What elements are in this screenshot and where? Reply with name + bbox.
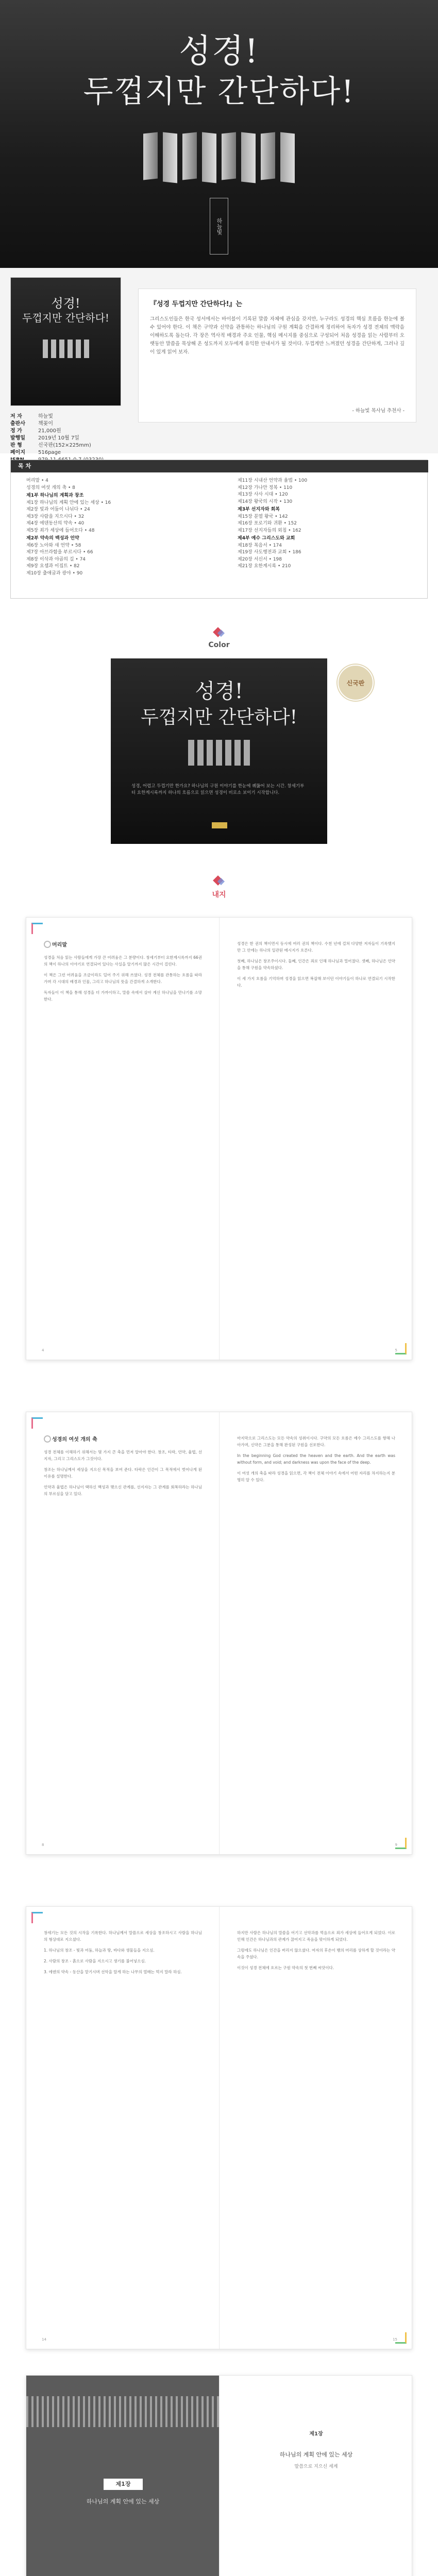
- spine-logo: 하늘빛: [210, 198, 228, 255]
- toc-entry: 성경의 여섯 개의 축 • 8: [26, 485, 75, 490]
- toc-entry: 제3장 사람을 지으시다 • 32: [26, 514, 85, 519]
- cover-title-line2: 두껍지만 간단하다!: [22, 312, 109, 324]
- meta-key: 정 가: [10, 428, 22, 434]
- page-paragraph: 창조는 하나님께서 세상을 지으신 목적을 보여 준다. 타락은 인간이 그 목적에서 벗어나게 된 이유를 설명한다.: [44, 1467, 202, 1479]
- chapter-right-badge: 제1장: [309, 2431, 323, 2437]
- toc-entry: 제11장 시내산 언약과 율법 • 100: [238, 478, 308, 483]
- meta-value: 21,000원: [38, 428, 61, 434]
- page-paragraph: In the beginning God created the heaven and the earth. And the earth was without form, and void; and darkness was upon the face of the deep.: [237, 1453, 395, 1465]
- toc-entry: 제17장 선지자들의 외침 • 162: [238, 528, 301, 533]
- toc-part-heading: 제4부 예수 그리스도와 교회: [238, 536, 295, 541]
- spread-page-left: [26, 1412, 220, 1854]
- inner-spread-2: [26, 1412, 412, 1855]
- inner-section-label: 내지: [212, 891, 226, 899]
- hero-title-line2: 두껍지만 간단하다!: [83, 74, 355, 110]
- toc-entry: 제6장 노아와 새 언약 • 58: [26, 543, 81, 548]
- synopsis-title: 『성경 두껍지만 간단하다!』는: [150, 300, 243, 308]
- page-text: [44, 1929, 202, 1975]
- chapter-page-right: [220, 2376, 413, 2576]
- cover-title-line1: 성경!: [51, 296, 80, 311]
- toc-entry: 제9장 요셉과 이집트 • 82: [26, 564, 80, 569]
- toc-entry: 제12장 가나안 정복 • 110: [238, 485, 293, 490]
- page-paragraph: 창세기는 모든 것의 시작을 기록한다. 하나님께서 말씀으로 세상을 창조하시고 사람을 하나님의 형상대로 지으셨다.: [44, 1930, 202, 1942]
- meta-key: 발행일: [10, 435, 25, 441]
- book-meta-table: [10, 413, 121, 464]
- page-paragraph: 하지만 사람은 하나님의 말씀을 어기고 선악과를 먹음으로 죄가 세상에 들어오게 되었다. 이로 인해 인간은 하나님과의 관계가 끊어지고 죽음을 맞이하게 되었다.: [237, 1930, 395, 1942]
- toc-entry: 제8장 이삭과 야곱의 길 • 74: [26, 556, 86, 562]
- chapter-page-left: [26, 2376, 220, 2576]
- meta-row: [10, 442, 121, 449]
- toc-entry: 제7장 아브라함을 부르시다 • 66: [26, 550, 93, 555]
- page-text: [237, 940, 395, 989]
- color-cover-title-line2: 두껍지만 간단하다!: [140, 707, 298, 728]
- page-paragraph: 마지막으로 그리스도는 모든 약속의 성취이시다. 구약의 모든 흐름은 예수 그리스도를 향해 나아가며, 신약은 그분을 통해 완성된 구원을 선포한다.: [237, 1436, 395, 1447]
- toc-entry: 제10장 출애굽과 광야 • 90: [26, 570, 83, 576]
- toc-part-heading: 제3부 선지자와 회복: [238, 507, 280, 512]
- meta-key: 출판사: [10, 421, 25, 427]
- meta-key: 판 형: [10, 443, 22, 448]
- page-paragraph: 이 책은 그런 어려움을 조금이라도 덜어 주기 위해 쓰였다. 성경 전체를 관통하는 흐름을 따라가며 각 시대의 배경과 인물, 그리고 하나님의 뜻을 간결하게 소개한다.: [44, 973, 202, 984]
- page-paragraph: 1. 하나님의 창조 - 빛과 어둠, 하늘과 땅, 바다와 생물들을 지으심.: [44, 1948, 155, 1953]
- page-number: 14: [42, 2337, 46, 2342]
- page-paragraph: 성경을 처음 읽는 사람들에게 가장 큰 어려움은 그 분량이다. 창세기부터 요한계시록까지 66권의 책이 하나의 이야기로 연결되어 있다는 사실을 알기까지 많은 시간이 걸린다.: [44, 955, 202, 967]
- toc-entry: 제20장 서신서 • 198: [238, 556, 282, 562]
- synopsis-box: [138, 289, 416, 422]
- page-paragraph: 이것이 성경 전체에 흐르는 구원 약속의 첫 번째 씨앗이다.: [237, 1965, 334, 1970]
- inner-section-header: [0, 876, 438, 900]
- toc-heading: 목 차: [11, 460, 428, 472]
- meta-value: 신국판(152×225mm): [38, 443, 91, 448]
- meta-key: 페이지: [10, 450, 25, 455]
- page-text: [237, 1435, 395, 1483]
- chapter-right-title: 하나님의 계획 안에 있는 세상: [279, 2451, 353, 2458]
- toc-entry: 제15장 분열 왕국 • 142: [238, 514, 288, 519]
- table-of-contents: [10, 460, 428, 599]
- meta-value: 하늘빛: [38, 414, 53, 419]
- corner-decoration: [395, 1838, 407, 1849]
- corner-decoration: [395, 2332, 407, 2344]
- spread-page-left: [26, 1907, 220, 2349]
- meta-row: [10, 435, 121, 442]
- meta-value: 2019년 10월 7일: [38, 435, 79, 441]
- page-text: [44, 954, 202, 1003]
- publisher-tag: [212, 822, 227, 828]
- corner-decoration: [395, 1343, 407, 1354]
- toc-part-heading: 제1부 하나님의 계획과 창조: [26, 493, 84, 498]
- toc-part-heading: 제2부 약속의 백성과 언약: [26, 536, 79, 541]
- toc-column-left: [26, 478, 217, 577]
- hero-banner: [0, 0, 438, 268]
- meta-value: 책꽂이: [38, 421, 53, 427]
- page-paragraph: 독자들이 이 책을 통해 성경을 더 가까이하고, 말씀 속에서 살아 계신 하나님을 만나기를 소망한다.: [44, 990, 202, 1002]
- color-cover-image: [111, 658, 327, 844]
- color-section-header: [0, 628, 438, 649]
- meta-value: 516page: [38, 450, 61, 455]
- color-section-label: Color: [208, 641, 230, 649]
- hero-title-line1: 성경!: [179, 32, 259, 71]
- page-paragraph: 성경은 한 권의 책이면서 동시에 여러 권의 책이다. 수천 년에 걸쳐 다양한 저자들이 기록했지만 그 안에는 하나의 일관된 메시지가 흐른다.: [237, 941, 395, 953]
- lace-pattern: [26, 2396, 220, 2427]
- page-paragraph: 이 세 가지 흐름을 기억하며 성경을 읽으면 복잡해 보이던 이야기들이 하나로 연결되기 시작한다.: [237, 976, 395, 988]
- toc-entry: 제19장 사도행전과 교회 • 186: [238, 550, 301, 555]
- format-badge: 신국판: [338, 665, 374, 701]
- inner-spread-3: [26, 1906, 412, 2349]
- page-text: [237, 1929, 395, 1971]
- meta-row: [10, 413, 121, 420]
- toc-entry: 제2장 빛과 어둠이 나뉘다 • 24: [26, 507, 90, 512]
- toc-entry: 제1장 하나님의 계획 안에 있는 세상 • 16: [26, 500, 111, 505]
- chapter-spread: [26, 2375, 412, 2576]
- page-paragraph: 2. 사람의 창조 - 흙으로 사람을 지으시고 생기를 불어넣으심.: [44, 1959, 146, 1963]
- page-paragraph: 이 여섯 개의 축을 따라 성경을 읽으면, 각 책이 전체 이야기 속에서 어떤 자리를 차지하는지 분명히 알 수 있다.: [237, 1471, 395, 1482]
- page-paragraph: 첫째, 하나님은 창조주이시다. 둘째, 인간은 죄로 인해 하나님과 멀어졌다. 셋째, 하나님은 언약을 통해 구원을 약속하셨다.: [237, 959, 395, 970]
- page-number: 8: [42, 1843, 44, 1847]
- ribbon-icon: [212, 876, 226, 887]
- page-paragraph: 그럼에도 하나님은 인간을 버리지 않으셨다. 여자의 후손이 뱀의 머리를 상하게 할 것이라는 약속을 주셨다.: [237, 1948, 395, 1959]
- page-heading: 성경의 여섯 개의 축: [44, 1435, 202, 1443]
- synopsis-signature: - 하늘빛 목사님 추천사 -: [352, 408, 405, 414]
- chapter-right-subtitle: 말씀으로 지으신 세계: [294, 2464, 338, 2469]
- page-number: 4: [42, 1348, 44, 1352]
- page-number: 5: [395, 1348, 397, 1352]
- page-paragraph: 성경 전체를 이해하기 위해서는 몇 가지 큰 축을 먼저 알아야 한다. 창조, 타락, 언약, 율법, 선지자, 그리고 그리스도가 그것이다.: [44, 1450, 202, 1461]
- spread-page-left: [26, 918, 220, 1360]
- color-cover-book-illustration: [111, 740, 327, 766]
- chapter-subtitle: 하나님의 계획 안에 있는 세상: [86, 2498, 160, 2505]
- toc-entry: 머리말 • 4: [26, 478, 48, 483]
- page-text: [44, 1449, 202, 1497]
- meta-row: [10, 428, 121, 435]
- page-number: 15: [393, 2337, 397, 2342]
- page-number: 9: [395, 1843, 397, 1847]
- toc-entry: 제21장 요한계시록 • 210: [238, 564, 291, 569]
- meta-row: [10, 449, 121, 456]
- toc-entry: 제18장 복음서 • 174: [238, 543, 282, 548]
- toc-entry: 제14장 왕국의 시작 • 130: [238, 499, 293, 504]
- cover-book-illustration: [11, 340, 121, 358]
- ribbon-icon: [212, 628, 226, 639]
- inner-spread-1: [26, 917, 412, 1360]
- synopsis-body: 그리스도인들은 한국 성서에서는 바이블이 기록된 말씀 자체에 관심을 갖지만, 누구라도 성경의 핵심 흐름을 한눈에 볼 수 있어야 한다. 이 책은 구약과 신약을 관통하는 하나님의 구원 계획을 간결하게 정리하여 독자가 성경 전체의 맥락을 이해하도록 돕는다. 각 장은 역사적 배경과 주요 인물, 핵심 메시지를 중심으로 구성되어 처음 성경을 읽는 사람부터 오랫동안 말씀을 묵상해 온 성도까지 모두에게 유익한 안내서가 될 것이다. 두껍게만 느껴졌던 성경을 간단하게, 그러나 깊이 있게 읽어 보자.: [150, 316, 405, 355]
- chapter-badge: 제1장: [104, 2479, 143, 2490]
- meta-row: [10, 420, 121, 428]
- page-paragraph: 3. 에덴의 약속 - 동산을 맡기시며 선악을 알게 하는 나무의 열매는 먹지 말라 하심.: [44, 1970, 182, 1974]
- toc-entry: 제16장 포로기와 귀환 • 152: [238, 521, 297, 526]
- page-heading: 머리말: [44, 940, 202, 948]
- cover-thumbnail: [10, 277, 121, 406]
- spread-page-right: [220, 1907, 413, 2349]
- meta-key: 저 자: [10, 414, 22, 419]
- toc-column-right: [238, 478, 428, 570]
- color-cover-blurb: 성경, 어렵고 두껍기만 한가요? 하나님의 구원 이야기를 한눈에 꿰뚫어 보는 시간. 창세기부터 요한계시록까지 하나의 흐름으로 읽으면 성경이 비로소 보이기 시작합니다.: [131, 784, 305, 795]
- spread-page-right: [220, 918, 413, 1360]
- toc-entry: 제13장 사사 시대 • 120: [238, 492, 288, 497]
- page-paragraph: 언약과 율법은 하나님이 택하신 백성과 맺으신 관계를, 선지자는 그 관계를 회복하라는 하나님의 부르심을 담고 있다.: [44, 1485, 202, 1496]
- spread-page-right: [220, 1412, 413, 1854]
- toc-entry: 제5장 죄가 세상에 들어오다 • 48: [26, 528, 95, 533]
- color-cover-title-line1: 성경!: [195, 680, 243, 703]
- book-info-section: [0, 268, 438, 453]
- book-row-illustration: [0, 133, 438, 182]
- toc-entry: 제4장 에덴동산의 약속 • 40: [26, 521, 85, 526]
